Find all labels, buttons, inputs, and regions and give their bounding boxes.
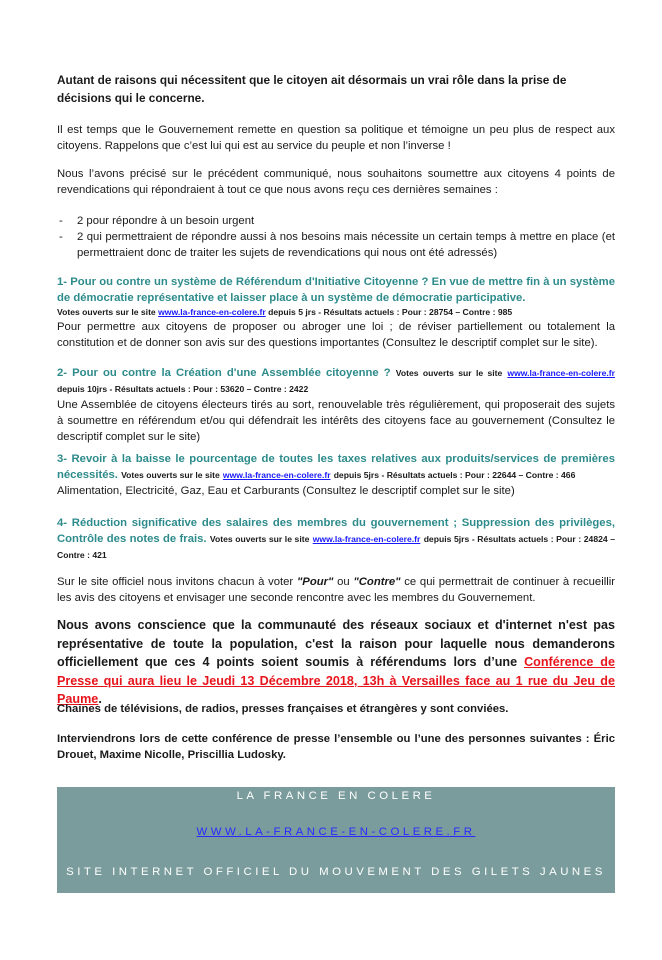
site-link[interactable]: www.la-france-en-colere.fr xyxy=(158,307,266,317)
pour-label: "Pour" xyxy=(296,576,334,588)
point-3 xyxy=(57,451,615,499)
contre-label: "Contre" xyxy=(353,576,401,588)
point-2-body: Une Assemblée de citoyens électeurs tirés au sort, renouvelable très régulièrement, qui proposerait des sujets à soumettre en référendum et/ou qui défendrait les intérêts des citoyens face au gouvernement (Consultez le descriptif complet sur le site) xyxy=(57,399,615,443)
vote-stats: depuis 5jrs - Résultats actuels : Pour : 24824 – Contre : 421 xyxy=(57,534,616,560)
point-4-title: 4- Réduction significative des salaires des membres du gouvernement ; Suppression des privilèges, Contrôle des notes de frais. xyxy=(57,517,615,545)
vote-stats: depuis 5 jrs - Résultats actuels : Pour : 28754 – Contre : 985 xyxy=(268,307,513,317)
votes-prefix: Votes ouverts sur le site xyxy=(57,307,156,317)
point-1-body: Pour permettre aux citoyens de proposer ou abroger une loi ; de réviser partiellement ou totalement la constitution et de donner son avis sur des questions importantes (Consultez le descriptif complet sur le site). xyxy=(57,321,615,349)
intro-heading: Autant de raisons qui nécessitent que le citoyen ait désormais un vrai rôle dans la prise de décisions qui le concerne. xyxy=(57,73,567,105)
point-2 xyxy=(57,365,615,445)
vote-stats: depuis 10jrs - Résultats actuels : Pour : 53620 – Contre : 2422 xyxy=(57,384,309,394)
paragraph-vote: Sur le site officiel nous invitons chacun à voter "Pour" ou "Contre" ce qui permettrait de continuer à recueillir les avis des citoyens et envisager une seconde rencontre avec les membres du Gouvernement. xyxy=(57,576,616,604)
footer-tagline: SITE INTERNET OFFICIEL DU MOUVEMENT DES GILETS JAUNES xyxy=(66,866,606,878)
bullet-list xyxy=(57,213,615,261)
paragraph-respect: Il est temps que le Gouvernement remette en question sa politique et témoigne un peu plus de respect aux citoyens. Rappelons que c’est lui qui est au service du peuple et non l’inverse ! xyxy=(57,124,615,152)
point-2-title: 2- Pour ou contre la Création d'une Assemblée citoyenne ? xyxy=(57,367,391,379)
site-link[interactable]: www.la-france-en-colere.fr xyxy=(507,368,616,378)
list-item: - 2 pour répondre à un besoin urgent xyxy=(59,215,255,227)
paragraph-conscience: Nous avons conscience que la communauté des réseaux sociaux et d'internet n'est pas représentative de toute la population, c'est la raison pour laquelle nous demanderons officiellement que ces 4 points soient soumis à référendums lors d’une Conférence de Presse qui aura lieu le Jeudi 13 Décembre 2018, 13h à Versailles face au 1 rue du Jeu de Paume. xyxy=(57,618,616,706)
votes-prefix: Votes ouverts sur le site xyxy=(121,470,220,480)
votes-prefix: Votes ouverts sur le site xyxy=(395,368,503,378)
dash-marker: - xyxy=(59,215,63,227)
point-1-title: 1- Pour ou contre un système de Référendum d'Initiative Citoyenne ? En vue de mettre fin à un système de démocratie représentative et laisser place à un système de démocratie participative. xyxy=(57,276,615,304)
dash-marker: - xyxy=(59,231,63,243)
site-link[interactable]: www.la-france-en-colere.fr xyxy=(312,534,421,544)
footer-link[interactable]: WWW.LA-FRANCE-EN-COLERE.FR xyxy=(196,826,476,838)
site-link[interactable]: www.la-france-en-colere.fr xyxy=(222,470,331,480)
point-3-body: Alimentation, Electricité, Gaz, Eau et Carburants (Consultez le descriptif complet sur le site) xyxy=(57,485,515,497)
conference-announcement: Conférence de Presse qui aura lieu le Jeudi 13 Décembre 2018, 13h à Versailles face au 1 rue du Jeu de Paume xyxy=(57,655,616,706)
votes-prefix: Votes ouverts sur le site xyxy=(209,534,310,544)
paragraph-revendications: Nous l’avons précisé sur le précédent communiqué, nous souhaitons soumettre aux citoyens 4 points de revendications qui répondraient à tout ce que nous avons reçu ces dernières semaines : xyxy=(57,168,615,196)
point-3-title: 3- Revoir à la baisse le pourcentage de toutes les taxes relatives aux produits/services de premières nécessités. xyxy=(57,453,615,481)
list-item: - 2 qui permettraient de répondre aussi à nos besoins mais nécessite un certain temps à mettre en place (et permettraient donc de traiter les sujets de revendications qui nous ont été adressés) xyxy=(59,231,615,259)
footer-banner xyxy=(57,787,615,893)
paragraph-interviendrons: Interviendrons lors de cette conférence de presse l’ensemble ou l’une des personnes suivantes : Éric Drouet, Maxime Nicolle, Priscillia Ludosky. xyxy=(57,733,615,761)
footer-title: LA FRANCE EN COLERE xyxy=(236,790,436,802)
point-1 xyxy=(57,274,615,351)
vote-stats: depuis 5jrs - Résultats actuels : Pour : 22644 – Contre : 466 xyxy=(333,470,576,480)
point-4 xyxy=(57,515,615,563)
paragraph-chaines: Chaines de télévisions, de radios, presses françaises et étrangères y sont conviées. xyxy=(57,703,509,715)
